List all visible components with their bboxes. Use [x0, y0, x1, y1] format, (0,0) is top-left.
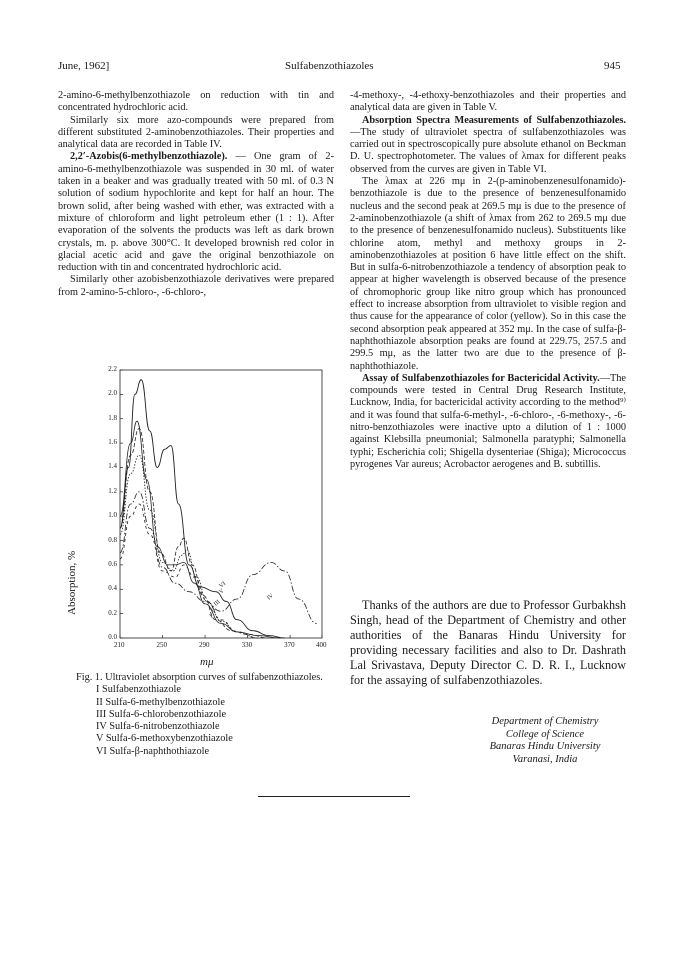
- section-heading: Assay of Sulfabenzothiazoles for Bactericidal Activity.: [362, 372, 600, 384]
- series-line-V: [120, 504, 258, 638]
- curve-label: V: [218, 588, 226, 596]
- caption-item: IV Sulfa-6-nitrobenzothiazole: [96, 721, 220, 733]
- caption-item: II Sulfa-6-methylbenzothiazole: [96, 696, 225, 708]
- caption-item: V Sulfa-6-methoxybenzothiazole: [96, 733, 233, 745]
- affiliation: [470, 716, 620, 766]
- series-line-II: [120, 428, 269, 638]
- paragraph-text: — One gram of 2-amino-6-methylbenzothiazole was suspended in 30 ml. of water taken in a beaker and was gradually treated with 50 ml. of 0.3 N solution of sodium hypochlorite and kept for half an hour. The brown solid, after being washed with ether, was extracted with a mixture of chloroform and light petroleum ether (1 : 1). After evaporation of the solvents the products was left as dark brown crystals, m. p. above 300°C. It developed brownish red color in glacial acetic acid and gave the original benzothiazole on reduction with tin and concentrated hydrochloric acid.: [58, 151, 334, 274]
- y-tick-label: 0.6: [108, 559, 117, 568]
- y-tick-label: 0.0: [108, 633, 117, 641]
- affiliation-line: Banaras Hindu University: [489, 741, 601, 752]
- y-tick-label: 2.0: [108, 389, 117, 398]
- affiliation-line: Department of Chemistry: [491, 716, 599, 727]
- x-axis-label: mμ: [200, 656, 214, 668]
- series-line-IV: [120, 492, 317, 624]
- y-tick-label: 1.4: [108, 462, 117, 471]
- section-heading: Absorption Spectra Measurements of Sulfabenzothiazoles.: [362, 114, 626, 126]
- series-line-VI: [120, 380, 285, 638]
- paragraph-text: —The compounds were tested in Central Drug Research Institute, Lucknow, India, for bactericidal activity according to the method⁹⁾ and it was found that sulfa-6-methyl-, -6-chloro-, -6-methoxy-, -6-nitro-benzothiazoles were inactive upto a dilution of 1 : 1000 against Klebsilla pneumonial; Salmonella paratyphi; Salmonella typhi; Escherichia coli; Shigella dysenteriae (Shiga); Micrococcus pyrogenes Var aureus; Acrobactor aerogenes and B. subtillis.: [350, 372, 626, 470]
- paragraph: [350, 115, 626, 176]
- caption-item: VI Sulfa-β-naphthothiazole: [96, 745, 210, 757]
- paragraph: Similarly six more azo-compounds were prepared from different substituted 2-aminobenzothiazoles. Their properties and analytical data are recorded in Table IV.: [58, 114, 334, 151]
- y-tick-label: 1.6: [108, 438, 117, 447]
- y-tick-label: 1.8: [108, 413, 117, 422]
- x-tick-label: 330: [241, 641, 253, 649]
- x-tick-label: 370: [284, 641, 295, 649]
- figure-caption: [76, 672, 338, 758]
- curve-label: VI: [218, 580, 228, 590]
- paragraph: Similarly other azobisbenzothiazole derivatives were prepared from 2-amino-5-chloro-, -6-chloro-,: [58, 274, 334, 298]
- running-head-title: Sulfabenzothiazoles: [285, 60, 374, 72]
- x-tick-label: 400: [316, 641, 327, 649]
- curve-label: I: [208, 613, 215, 620]
- affiliation-line: College of Science: [505, 728, 585, 740]
- y-tick-label: 0.8: [108, 535, 117, 544]
- y-tick-label: 0.2: [108, 608, 117, 617]
- y-tick-label: 1.0: [108, 511, 117, 520]
- curve-label: II: [209, 606, 217, 614]
- curve-label: IV: [266, 592, 275, 602]
- series-line-I: [120, 421, 279, 638]
- y-axis-label: Absorption, %: [66, 550, 78, 615]
- y-tick-label: 1.2: [108, 486, 117, 495]
- plot-frame: [120, 370, 322, 638]
- acknowledgement: Thanks of the authors are due to Professor Gurbakhsh Singh, head of the Department of Chemistry and other authorities of the Banaras Hindu University for providing necessary facilities and also to Dr. Dashrath Lal Srivastava, Deputy Director C. D. R. I., Lucknow for the assaying of sulfabenzothiazoles.: [350, 598, 626, 687]
- x-tick-label: 210: [114, 641, 125, 649]
- affiliation-line: Varanasi, India: [512, 753, 578, 765]
- right-column: [350, 90, 626, 471]
- paragraph: The λmax at 226 mμ in 2-(p-aminobenzenesulfonamido)-benzothiazole is due to the presence of benzenesulfonamido nucleus and the second peak at 269.5 mμ is due to the presence of 2-aminobenzothiazole (a shift of λmax from 262 to 269.5 mμ due to the presence of benzenesulfonamido nucleus). Substituents like chlorine atom, methyl and methoxy groups in 2-aminobenzothiazoles at position 6 have little effect on the shift. But in sulfa-6-nitrobenzothiazole a tendency of absorption peak to appear at higher wavelength is observed because of the presence of chromophoric group like nitro group which has pronounced effect to increase absorption from ultraviolet to visible region and thus cause for the appearance of color (yellow). So in this case the second absorption peak appeared at 352 mμ. In the case of sulfa-β-naphthothiazole absorption peaks are found at 229.75, 257.5 and 299.5 mμ, as the latter two are due to the presence of β-naphthothiazole.: [350, 176, 626, 372]
- y-tick-label: 2.2: [108, 365, 117, 373]
- series-line-III: [120, 455, 258, 638]
- paragraph: [350, 373, 626, 471]
- y-tick-label: 0.4: [108, 584, 117, 593]
- end-rule: [258, 796, 410, 797]
- left-column: [58, 90, 334, 299]
- caption-item: III Sulfa-6-chlorobenzothiazole: [96, 708, 227, 720]
- caption-title: Fig. 1. Ultraviolet absorption curves of sulfabenzothiazoles.: [76, 672, 323, 683]
- curve-label: III: [213, 599, 222, 608]
- section-heading: 2,2′-Azobis(6-methylbenzothiazole).: [70, 151, 228, 163]
- paragraph: 2-amino-6-methylbenzothiazole on reduction with tin and concentrated hydrochloric acid.: [58, 90, 334, 114]
- paragraph: [58, 151, 334, 274]
- running-head-date: June, 1962]: [58, 60, 110, 72]
- paragraph: -4-methoxy-, -4-ethoxy-benzothiazoles and their properties and analytical data are given in Table V.: [350, 90, 626, 114]
- x-tick-label: 250: [156, 641, 168, 649]
- x-tick-label: 290: [199, 641, 210, 649]
- paragraph-text: —The study of ultraviolet spectra of sulfabenzothiazoles was carried out in spectroscopically pure absolute ethanol on Beckman D. U. spectrophotometer. The values of λmax for different peaks observed from the curves are given in Table VI.: [350, 126, 626, 175]
- caption-item: I Sulfabenzothiazole: [96, 684, 181, 696]
- page-number: 945: [604, 60, 621, 72]
